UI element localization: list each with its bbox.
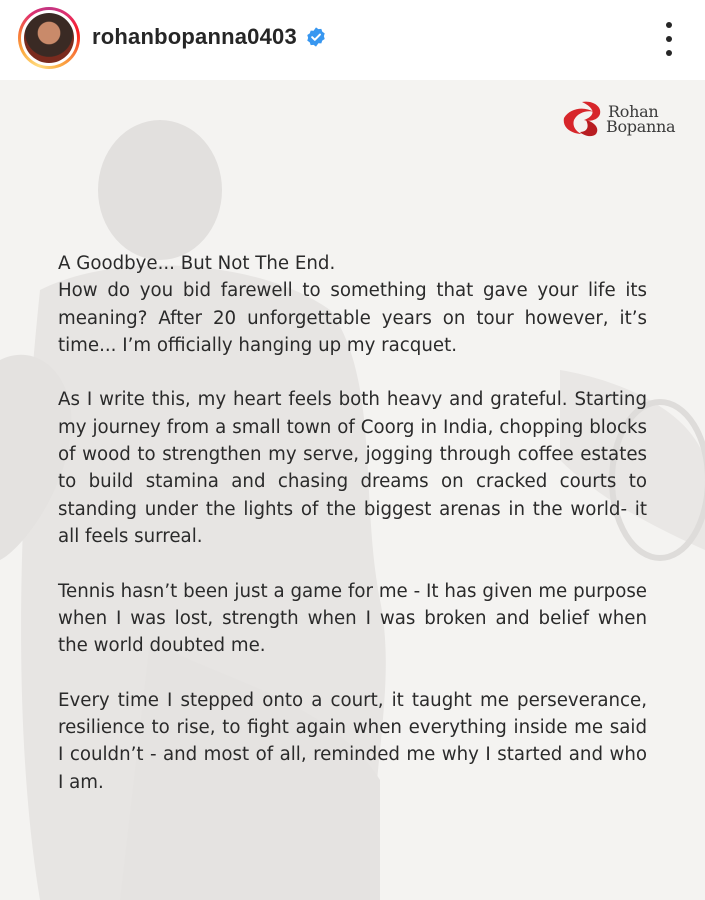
username[interactable]: rohanbopanna0403 (92, 24, 297, 49)
more-dot (666, 50, 672, 56)
letter-paragraph: How do you bid farewell to something that gave your life its meaning? After 20 unforgettable years on tour however, it’s time... I’m officially hanging up my racquet. (58, 280, 647, 356)
verified-badge-icon (305, 26, 327, 48)
more-dot (666, 22, 672, 28)
brand-name-line2: Bopanna (606, 117, 676, 136)
more-dot (666, 36, 672, 42)
username-block[interactable] (92, 24, 327, 50)
post-image[interactable] (0, 80, 705, 900)
brand-logo (560, 98, 695, 138)
brand-name-line1: Rohan (608, 102, 659, 121)
brand-mark-icon (560, 98, 608, 138)
letter-paragraph: Every time I stepped onto a court, it taught me perseverance, resilience to rise, to fight again when everything inside me said I couldn’t - and most of all, reminded me why I started and who I am. (58, 689, 647, 793)
letter-paragraph: Tennis hasn’t been just a game for me - It has given me purpose when I was lost, strength when I was broken and belief when the world doubted me. (58, 580, 647, 657)
avatar-story-ring[interactable] (18, 7, 80, 69)
avatar-frame (21, 10, 77, 66)
letter-paragraph: As I write this, my heart feels both heavy and grateful. Starting my journey from a small town of Coorg in India, chopping blocks of wood to strengthen my serve, jogging through coffee estates to build stamina and chasing dreams on cracked courts to standing under the lights of the biggest arenas in the world- it all feels surreal. (58, 389, 647, 547)
post-header (0, 0, 705, 80)
avatar[interactable] (24, 13, 74, 63)
more-options-icon[interactable] (658, 22, 680, 56)
farewell-letter (58, 250, 647, 823)
brand-logo-text (608, 104, 675, 134)
letter-title: A Goodbye... But Not The End. (58, 253, 336, 274)
